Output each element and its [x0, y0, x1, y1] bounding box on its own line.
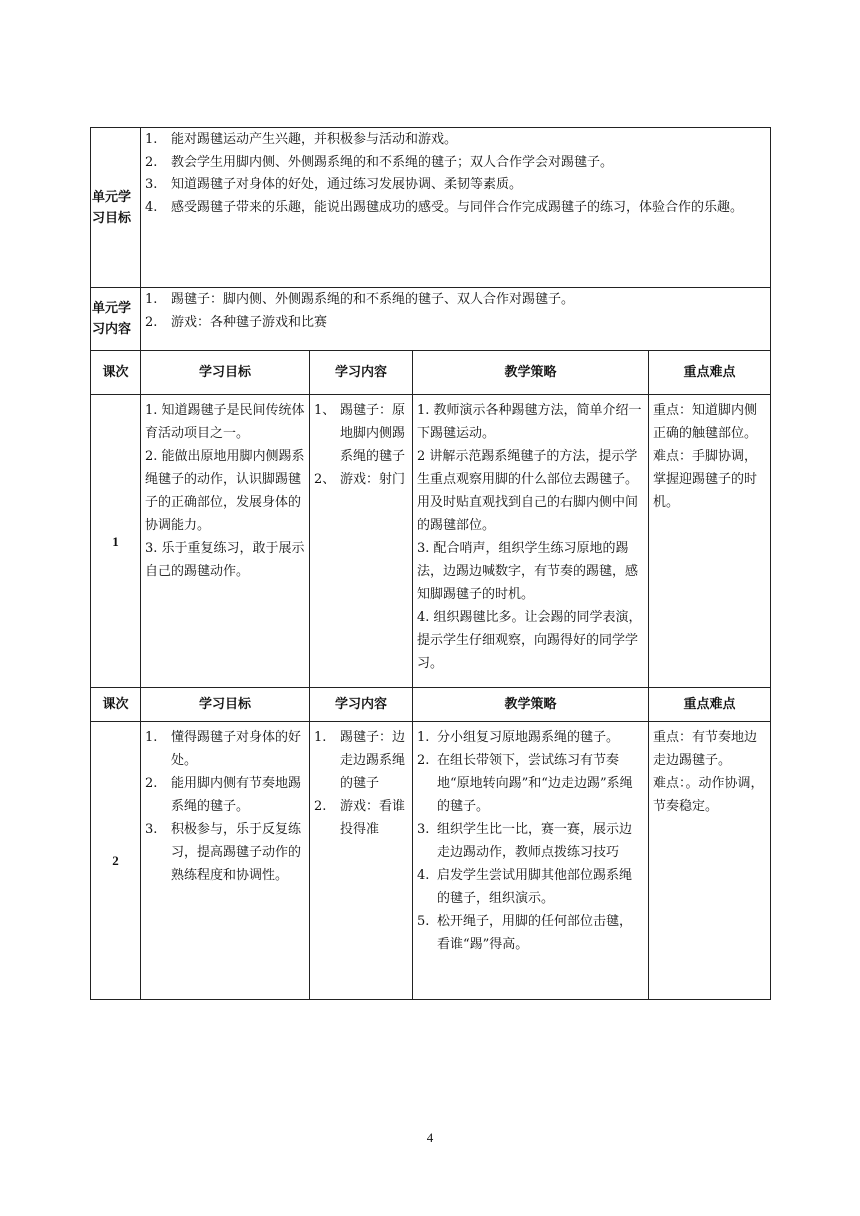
item-number: 3. [145, 822, 158, 837]
key-point: 重点：有节奏地边走边踢毽子。 [653, 730, 758, 768]
objective-item [145, 726, 305, 772]
lesson-key-points [649, 722, 771, 1000]
header-content: 学习内容 [310, 351, 413, 395]
item-text: 感受踢毽子带来的乐趣，能说出踢毽成功的感受。与同伴合作完成踢毽子的练习，体验合作的乐趣。 [171, 199, 744, 215]
header-key-points: 重点难点 [649, 351, 771, 395]
item-text: 游戏：各种毽子游戏和比赛 [171, 314, 328, 330]
strategy-item: 2 讲解示范踢系绳毽子的方法，提示学生重点观察用脚的什么部位去踢毽子。用及时贴直观找到自己的右脚内侧中间的踢毽部位。 [417, 449, 639, 533]
item-number: 1. [145, 132, 158, 147]
content-item [314, 468, 408, 491]
item-text: 组织学生比一比，赛一赛，展示边走边踢动作，教师点拨练习技巧 [437, 822, 633, 860]
item-number: 1. [314, 730, 327, 745]
lesson-key-points [649, 395, 771, 688]
item-text: 松开绳子，用脚的任何部位击毽，看谁“踢”得高。 [437, 914, 633, 952]
content-list [314, 399, 408, 491]
item-text: 教会学生用脚内侧、外侧踢系绳的和不系绳的毽子；双人合作学会对踢毽子。 [171, 154, 614, 170]
unit-goal-item [145, 129, 766, 152]
item-text: 踢毽子：脚内侧、外侧踢系绳的和不系绳的毽子、双人合作对踢毽子。 [171, 292, 575, 307]
lesson-number: 2 [91, 722, 141, 1000]
strategy-item [417, 749, 644, 818]
objective-item [145, 818, 305, 887]
objective-item [145, 772, 305, 818]
strategy-item: 1. 教师演示各种踢毽方法，简单介绍一下踢毽运动。 [417, 403, 642, 441]
item-number: 2、 [314, 472, 336, 487]
key-point: 重点：知道脚内侧正确的触毽部位。 [653, 403, 758, 441]
unit-content-item [145, 312, 766, 335]
lesson-strategy [413, 722, 649, 1000]
item-text: 分小组复习原地踢系绳的毽子。 [437, 730, 620, 745]
lesson-content [310, 722, 413, 1000]
lesson-plan-table [90, 127, 771, 1000]
item-number: 3. [145, 177, 158, 192]
lesson-objectives [141, 722, 310, 1000]
item-text: 踢毽子：边走边踢系绳的毽子 [340, 730, 406, 791]
header-lesson: 课次 [91, 688, 141, 722]
content-item [314, 795, 408, 841]
unit-goal-item [145, 174, 766, 197]
item-text: 游戏：射门 [340, 472, 406, 487]
unit-content-cell [141, 288, 771, 351]
item-number: 1、 [314, 403, 336, 418]
strategy-item [417, 726, 644, 749]
header-lesson: 课次 [91, 351, 141, 395]
item-text: 懂得踢毽子对身体的好处。 [171, 730, 302, 768]
unit-goal-item [145, 152, 766, 175]
item-text: 能用脚内侧有节奏地踢系绳的毽子。 [171, 776, 302, 814]
item-number: 4. [417, 868, 430, 883]
item-text: 积极参与，乐于反复练习，提高踢毽子动作的熟练程度和协调性。 [171, 822, 302, 883]
unit-content-list [145, 289, 766, 334]
content-item [314, 726, 408, 795]
item-text: 踢毽子：原地脚内侧踢系绳的毽子 [340, 403, 406, 464]
objective-item: 3. 乐于重复练习，敢于展示自己的踢毽动作。 [145, 541, 305, 579]
item-text: 知道踢毽子对身体的好处，通过练习发展协调、柔韧等素质。 [171, 177, 523, 192]
content-item [314, 399, 408, 468]
strategy-item: 3. 配合哨声，组织学生练习原地的踢法，边踢边喊数字，有节奏的踢毽，感知脚踢毽子的时机。 [417, 541, 639, 602]
header-strategy: 教学策略 [413, 351, 649, 395]
header-key-points: 重点难点 [649, 688, 771, 722]
item-number: 2. [314, 799, 327, 814]
page-number: 4 [426, 1130, 434, 1145]
unit-goals-cell [141, 128, 771, 288]
header-content: 学习内容 [310, 688, 413, 722]
difficulty-point: 难点：。动作协调，节奏稳定。 [653, 776, 764, 814]
item-number: 1. [145, 292, 158, 307]
header-row [91, 351, 771, 395]
unit-goals-row [91, 128, 771, 288]
lesson-objectives [141, 395, 310, 688]
header-objectives: 学习目标 [141, 688, 310, 722]
header-strategy: 教学策略 [413, 688, 649, 722]
difficulty-point: 难点：手脚协调，掌握迎踢毽子的时机。 [653, 449, 758, 510]
header-row [91, 688, 771, 722]
objective-list [145, 726, 305, 887]
item-text: 启发学生尝试用脚其他部位踢系绳的毽子，组织演示。 [437, 868, 633, 906]
strategy-item [417, 864, 644, 910]
lesson-row [91, 395, 771, 688]
lesson-content [310, 395, 413, 688]
item-number: 2. [145, 154, 158, 170]
item-number: 4. [145, 199, 158, 215]
item-number: 2. [417, 753, 430, 768]
content-list [314, 726, 408, 841]
strategy-item [417, 910, 644, 956]
item-number: 1. [145, 730, 158, 745]
item-text: 在组长带领下，尝试练习有节奏地“原地转向踢”和“边走边踢”系绳的毽子。 [437, 753, 633, 814]
item-number: 2. [145, 314, 158, 330]
lesson-row [91, 722, 771, 1000]
item-text: 游戏：看谁投得准 [340, 799, 406, 837]
lesson-number: 1 [91, 395, 141, 688]
unit-content-row [91, 288, 771, 351]
objective-item: 2. 能做出原地用脚内侧踢系绳毽子的动作，认识脚踢毽子的正确部位，发展身体的协调能力。 [145, 449, 305, 533]
item-number: 1. [417, 730, 430, 745]
objective-item: 1. 知道踢毽子是民间传统体育活动项目之一。 [145, 403, 305, 441]
unit-content-label: 单元学习内容 [91, 288, 141, 351]
unit-goals-label: 单元学习目标 [91, 128, 141, 288]
strategy-item [417, 818, 644, 864]
lesson-strategy [413, 395, 649, 688]
header-objectives: 学习目标 [141, 351, 310, 395]
unit-goal-item [145, 197, 766, 220]
unit-content-item [145, 289, 766, 312]
strategy-list [417, 726, 644, 956]
item-text: 能对踢毽运动产生兴趣，并积极参与活动和游戏。 [171, 132, 458, 147]
strategy-item: 4. 组织踢毽比多。让会踢的同学表演，提示学生仔细观察，向踢得好的同学学习。 [417, 610, 642, 671]
item-number: 3. [417, 822, 430, 837]
item-number: 5. [417, 914, 430, 929]
unit-goals-list [145, 129, 766, 219]
item-number: 2. [145, 776, 158, 791]
